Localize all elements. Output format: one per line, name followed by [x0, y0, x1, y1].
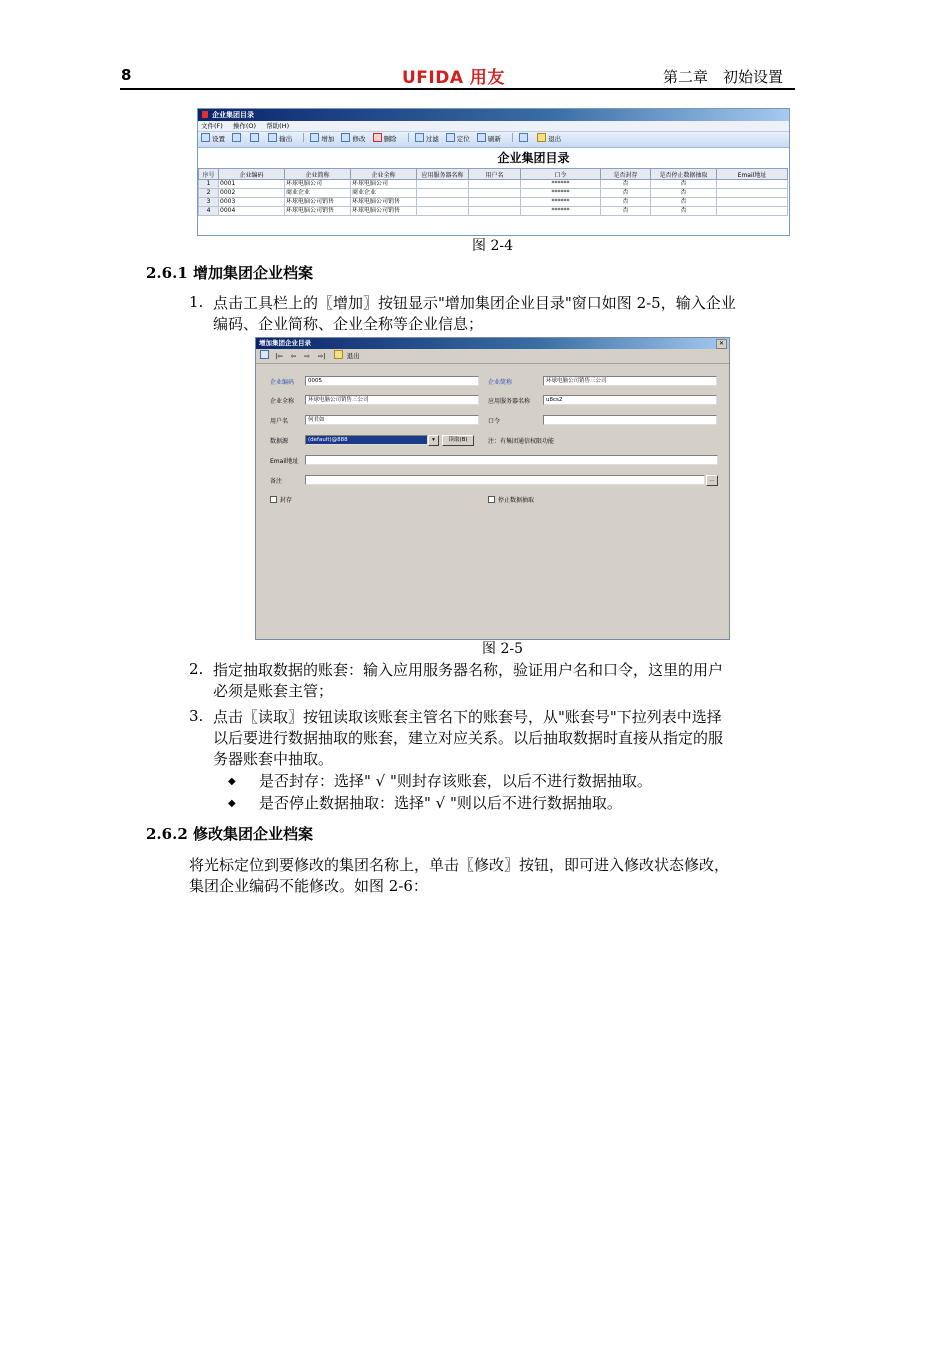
table-cell[interactable]: 环球电脑公司销售: [351, 198, 417, 207]
toolbar-separator: [512, 133, 513, 142]
email-field[interactable]: [305, 455, 718, 465]
table-cell[interactable]: 环球电脑公司销售: [285, 207, 351, 216]
toolbar-separator: [303, 133, 304, 142]
db-label: 数据源: [270, 438, 289, 445]
password-field[interactable]: [543, 415, 717, 425]
table-cell[interactable]: [717, 189, 788, 198]
chapter-title: 第二章 初始设置: [663, 68, 784, 86]
section-heading: 2.6.1 增加集团企业档案: [146, 264, 313, 282]
table-cell[interactable]: 环球电脑公司: [351, 180, 417, 189]
row-number-cell: 2: [199, 189, 219, 198]
table-cell[interactable]: 商业企业: [285, 189, 351, 198]
section-heading: 2.6.2 修改集团企业档案: [146, 825, 313, 843]
table-cell[interactable]: 0004: [219, 207, 285, 216]
table-row[interactable]: [199, 180, 788, 189]
column-header[interactable]: Email地址: [717, 169, 788, 180]
table-cell[interactable]: 否: [601, 207, 651, 216]
table-cell[interactable]: [469, 198, 521, 207]
enterprise-grid: [198, 168, 788, 216]
close-button[interactable]: ✕: [716, 339, 727, 349]
table-row[interactable]: [199, 189, 788, 198]
paragraph-line: 将光标定位到要修改的集团名称上，单击〖修改〗按钮，即可进入修改状态修改，: [189, 856, 730, 874]
code-label: 企业编码: [270, 379, 295, 386]
export-button[interactable]: 输出: [268, 132, 292, 147]
checkbox-icon: [270, 496, 277, 503]
locate-icon: [446, 133, 455, 142]
refresh-button[interactable]: 刷新: [477, 132, 501, 147]
paragraph-line: 以后要进行数据抽取的账套，建立对应关系。以后抽取数据时直接从指定的服: [213, 729, 724, 747]
add-enterprise-dialog: [255, 337, 730, 640]
column-header[interactable]: 用户名: [469, 169, 521, 180]
table-cell[interactable]: 商业企业: [351, 189, 417, 198]
column-header[interactable]: 企业全称: [351, 169, 417, 180]
add-icon: [310, 133, 319, 142]
table-cell[interactable]: 否: [601, 189, 651, 198]
password-label: 口令: [488, 418, 501, 425]
table-cell[interactable]: ******: [521, 207, 601, 216]
code-field[interactable]: 0005: [305, 376, 479, 386]
preview-button[interactable]: [250, 132, 261, 147]
email-label: Email地址: [270, 458, 299, 465]
short-name-field[interactable]: 环球电脑公司销售三公司: [543, 376, 717, 386]
help-button[interactable]: [519, 132, 530, 147]
bullet-text: 是否封存：选择" √ "则封存该账套，以后不进行数据抽取。: [259, 772, 652, 790]
dialog-titlebar: [256, 338, 729, 349]
full-name-field[interactable]: 环球电脑公司销售三公司: [305, 395, 479, 405]
short-name-label: 企业简称: [488, 379, 513, 386]
remark-field[interactable]: [305, 475, 705, 485]
exit-button[interactable]: 退出: [537, 132, 561, 147]
table-cell[interactable]: 否: [651, 180, 717, 189]
edit-button[interactable]: 修改: [341, 132, 365, 147]
stop-extract-checkbox[interactable]: 停止数据抽取: [488, 495, 534, 504]
table-cell[interactable]: 否: [601, 198, 651, 207]
checkbox-icon: [488, 496, 495, 503]
bullet-diamond-icon: ◆: [228, 798, 236, 809]
server-field[interactable]: u8cs2: [543, 395, 717, 405]
column-header[interactable]: 序号: [199, 169, 219, 180]
table-cell[interactable]: 否: [651, 207, 717, 216]
figure-caption: 图 2-5: [482, 641, 523, 657]
toolbar-separator: [408, 133, 409, 142]
user-field[interactable]: 何君如: [305, 415, 479, 425]
server-label: 应用服务器名称: [488, 398, 531, 405]
menu-bar: [198, 121, 789, 131]
table-cell[interactable]: [469, 180, 521, 189]
column-header[interactable]: 是否停止数据抽取: [651, 169, 717, 180]
paragraph-line: 务器账套中抽取。: [213, 750, 334, 768]
table-cell[interactable]: ******: [521, 189, 601, 198]
chevron-down-icon[interactable]: ▾: [428, 435, 439, 446]
table-cell[interactable]: [417, 198, 469, 207]
grid-title: 企业集团目录: [497, 151, 570, 165]
add-button[interactable]: 增加: [310, 132, 334, 147]
print-button[interactable]: [232, 132, 243, 147]
window-title: 企业集团目录: [212, 111, 254, 119]
menu-help[interactable]: 帮助(H): [266, 122, 290, 130]
exit-icon: [537, 133, 546, 142]
table-cell[interactable]: 否: [651, 189, 717, 198]
filter-button[interactable]: 过滤: [415, 132, 439, 147]
column-header[interactable]: 口令: [521, 169, 601, 180]
figure-caption: 图 2-4: [472, 238, 513, 254]
row-number-cell: 1: [199, 180, 219, 189]
column-header[interactable]: 应用服务器名称: [417, 169, 469, 180]
paragraph-line: 点击工具栏上的〖增加〗按钮显示"增加集团企业目录"窗口如图 2-5，输入企业: [213, 294, 736, 312]
filter-icon: [415, 133, 424, 142]
seal-checkbox[interactable]: 封存: [270, 495, 292, 504]
table-cell[interactable]: 环球电脑公司: [285, 180, 351, 189]
column-header[interactable]: 企业编码: [219, 169, 285, 180]
table-cell[interactable]: ******: [521, 180, 601, 189]
delete-icon: [373, 133, 382, 142]
bullet-text: 是否停止数据抽取：选择" √ "则以后不进行数据抽取。: [259, 794, 622, 812]
list-number: 2.: [189, 660, 204, 678]
note-text: 注：有集团通信权限功能: [488, 438, 555, 445]
exit-button[interactable]: 退出: [334, 352, 366, 360]
app-icon: [202, 111, 208, 118]
grid-header-row: [199, 169, 788, 180]
full-name-label: 企业全称: [270, 398, 295, 405]
locate-button[interactable]: 定位: [446, 132, 470, 147]
settings-button[interactable]: 设置: [201, 132, 225, 147]
db-select[interactable]: (default)@888: [305, 435, 428, 445]
paragraph-line: 集团企业编码不能修改。如图 2-6：: [189, 877, 428, 895]
paragraph-line: 编码、企业简称、企业全称等企业信息；: [213, 315, 484, 333]
settings-icon: [201, 133, 210, 142]
table-cell[interactable]: 环球电脑公司销售: [285, 198, 351, 207]
table-row[interactable]: [199, 207, 788, 216]
first-record-icon[interactable]: |⇦: [275, 352, 283, 360]
last-record-icon[interactable]: ⇨|: [317, 352, 326, 360]
dialog-toolbar: [256, 349, 729, 364]
paragraph-line: 点击〖读取〗按钮读取该账套主管名下的账套号，从"账套号"下拉列表中选择: [213, 708, 722, 726]
exit-icon: [334, 350, 343, 359]
row-number-cell: 4: [199, 207, 219, 216]
row-number-cell: 3: [199, 198, 219, 207]
bullet-diamond-icon: ◆: [228, 776, 236, 787]
table-cell[interactable]: [717, 207, 788, 216]
table-cell[interactable]: 否: [651, 198, 717, 207]
toolbar: [198, 131, 789, 148]
table-cell[interactable]: 环球电脑公司销售: [351, 207, 417, 216]
menu-operate[interactable]: 操作(O): [232, 122, 257, 130]
table-cell[interactable]: 0003: [219, 198, 285, 207]
export-icon: [268, 133, 277, 142]
list-number: 3.: [189, 707, 204, 725]
preview-icon: [250, 133, 259, 142]
paragraph-line: 指定抽取数据的账套：输入应用服务器名称，验证用户名和口令，这里的用户: [213, 661, 724, 679]
remark-label: 备注: [270, 478, 283, 485]
table-cell[interactable]: 否: [601, 180, 651, 189]
next-record-icon[interactable]: ⇨: [304, 352, 310, 360]
column-header[interactable]: 企业简称: [285, 169, 351, 180]
table-cell[interactable]: [717, 198, 788, 207]
read-button[interactable]: 读取(B): [442, 435, 474, 446]
table-cell[interactable]: ******: [521, 198, 601, 207]
table-cell[interactable]: [469, 189, 521, 198]
menu-file[interactable]: 文件(F): [201, 122, 223, 130]
table-cell[interactable]: 0001: [219, 180, 285, 189]
column-header[interactable]: 是否封存: [601, 169, 651, 180]
refresh-icon: [477, 133, 486, 142]
header-rule: [120, 88, 795, 90]
more-button[interactable]: …: [706, 475, 718, 486]
window-titlebar: [198, 109, 789, 121]
page-number: 8: [121, 66, 132, 84]
delete-button[interactable]: 删除: [373, 132, 397, 147]
save-icon[interactable]: [260, 350, 269, 359]
edit-icon: [341, 133, 350, 142]
table-row[interactable]: [199, 198, 788, 207]
print-icon: [232, 133, 241, 142]
help-icon: [519, 133, 528, 142]
user-label: 用户名: [270, 418, 289, 425]
ufida-logo: UFIDA 用友: [402, 68, 505, 88]
table-cell[interactable]: [417, 180, 469, 189]
table-cell[interactable]: 0002: [219, 189, 285, 198]
table-cell[interactable]: [417, 189, 469, 198]
prev-record-icon[interactable]: ⇦: [290, 352, 297, 360]
enterprise-list-window: [197, 108, 790, 236]
table-cell[interactable]: [417, 207, 469, 216]
table-cell[interactable]: [717, 180, 788, 189]
table-cell[interactable]: [469, 207, 521, 216]
dialog-title: 增加集团企业目录: [259, 339, 311, 347]
list-number: 1.: [189, 293, 204, 311]
paragraph-line: 必须是账套主管；: [213, 682, 334, 700]
